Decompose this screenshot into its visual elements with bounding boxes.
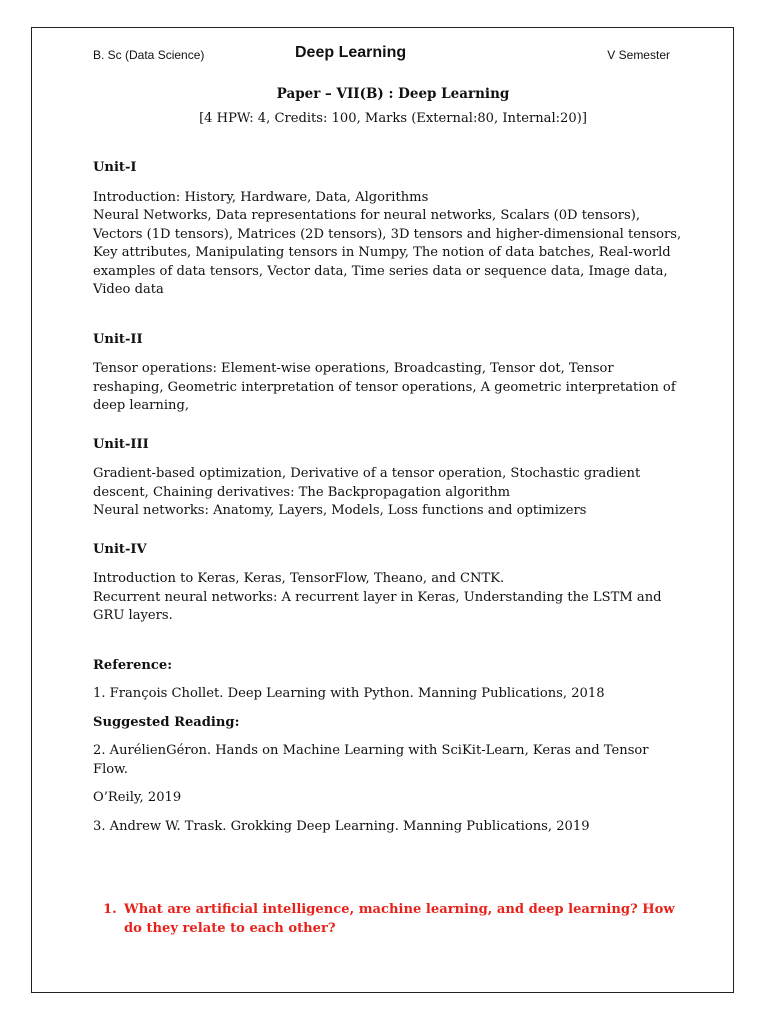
suggested-reading-item: O’Reily, 2019	[93, 790, 182, 805]
page-header	[93, 44, 670, 66]
suggested-reading-heading: Suggested Reading:	[93, 714, 240, 730]
paper-title: Paper – VII(B) : Deep Learning	[276, 86, 510, 102]
unit-body	[93, 189, 683, 300]
unit-1-section	[93, 159, 683, 300]
unit-heading: Unit-III	[93, 436, 149, 452]
reference-section	[93, 657, 683, 704]
questions-section	[103, 901, 683, 938]
reference-item: 1. François Chollet. Deep Learning with Python. Manning Publications, 2018	[93, 686, 605, 701]
unit-line: Tensor operations: Element-wise operations, Broadcasting, Tensor dot, Tensor reshaping, Geometric interpretation of tensor operations, A geometric interpretation of deep learning,	[93, 361, 676, 413]
header-semester: V Semester	[607, 48, 670, 62]
unit-3-section	[93, 436, 683, 521]
document-body	[93, 85, 683, 846]
unit-heading: Unit-I	[93, 160, 137, 175]
reference-heading: Reference:	[93, 657, 173, 673]
unit-line: Introduction: History, Hardware, Data, Algorithms	[93, 189, 429, 205]
unit-heading: Unit-IV	[93, 541, 147, 557]
unit-line: Neural Networks, Data representations for neural networks, Scalars (0D tensors), Vectors (1D tensors), Matrices (2D tensors), 3D tensors and higher-dimensional tensors, Key attributes, Manipulating tensors in Numpy, The notion of data batches, Real-world examples of data tensors, Vector data, Time series data or sequence data, Image data, Video data	[93, 208, 682, 297]
suggested-reading-item: 2. AurélienGéron. Hands on Machine Learning with SciKit-Learn, Keras and Tensor Flow.	[93, 743, 649, 777]
header-subject: Deep Learning	[295, 44, 407, 61]
question-list	[103, 901, 683, 938]
header-course: B. Sc (Data Science)	[93, 48, 205, 62]
unit-line: Neural networks: Anatomy, Layers, Models, Loss functions and optimizers	[93, 503, 587, 518]
suggested-reading-section	[93, 714, 683, 837]
unit-body	[93, 465, 683, 521]
suggested-reading-item: 3. Andrew W. Trask. Grokking Deep Learning. Manning Publications, 2019	[93, 818, 590, 834]
question-item	[103, 901, 683, 938]
unit-body	[93, 570, 683, 626]
unit-heading: Unit-II	[93, 331, 143, 347]
unit-line: Gradient-based optimization, Derivative of a tensor operation, Stochastic gradient descent, Chaining derivatives: The Backpropagation algorithm	[93, 466, 641, 500]
question-number: 1.	[103, 902, 117, 917]
question-text: What are artificial intelligence, machine learning, and deep learning? How do they relate to each other?	[124, 902, 675, 936]
unit-4-section	[93, 541, 683, 626]
unit-line: Recurrent neural networks: A recurrent layer in Keras, Understanding the LSTM and GRU layers.	[93, 589, 662, 623]
unit-body	[93, 360, 683, 416]
unit-line: Introduction to Keras, Keras, TensorFlow, Theano, and CNTK.	[93, 571, 505, 586]
paper-meta: [4 HPW: 4, Credits: 100, Marks (External:80, Internal:20)]	[199, 110, 587, 126]
unit-2-section	[93, 331, 683, 416]
